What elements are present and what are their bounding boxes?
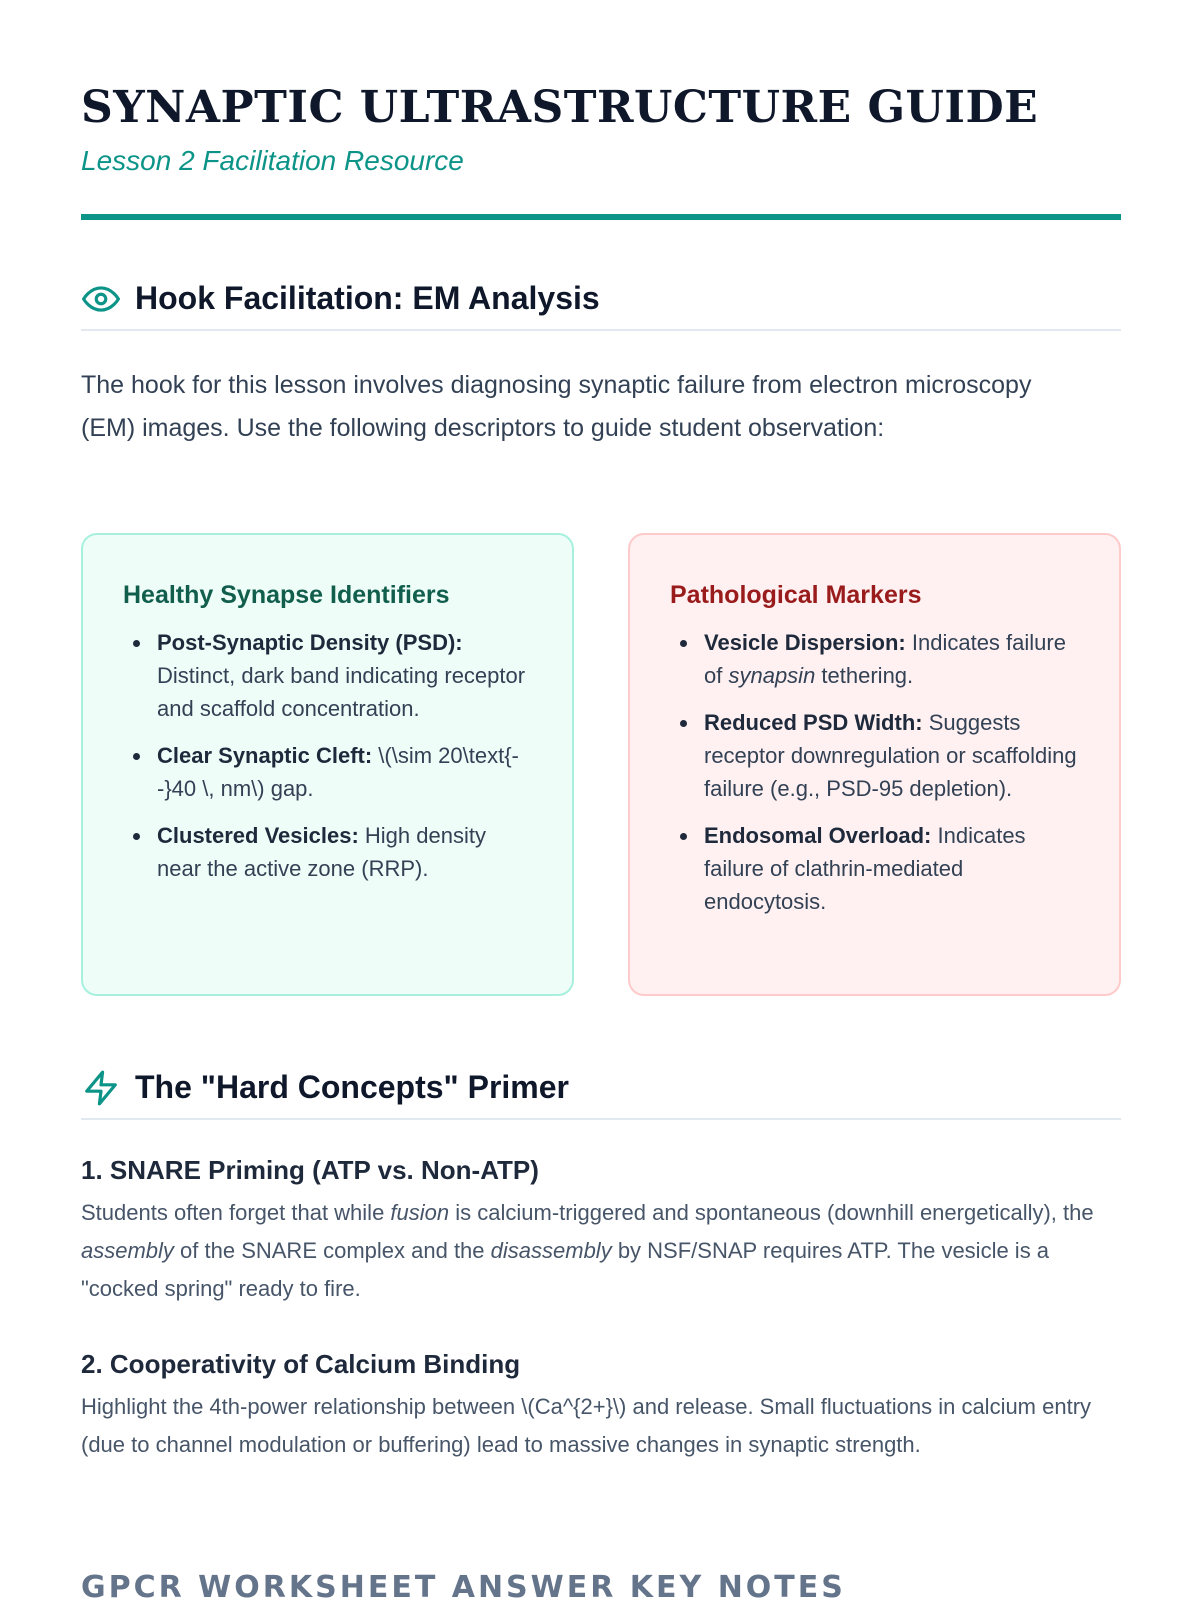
concept-title: 2. Cooperativity of Calcium Binding [81, 1349, 521, 1379]
primer-section-title: The "Hard Concepts" Primer [135, 1069, 569, 1105]
healthy-synapse-card [81, 533, 574, 996]
document-subtitle: Lesson 2 Facilitation Resource [81, 145, 464, 176]
list-item: Clear Synaptic Cleft: \(\sim 20\text{--}40 \, nm\) gap. [123, 739, 532, 805]
list-item: Endosomal Overload: Indicates failure of clathrin-mediated endocytosis. [670, 819, 1079, 918]
eye-icon [81, 279, 121, 319]
gpcr-section-heading: GPCR WORKSHEET ANSWER KEY NOTES [81, 1570, 846, 1600]
list-item: Reduced PSD Width: Suggests receptor downregulation or scaffolding failure (e.g., PSD-95 depletion). [670, 706, 1079, 805]
healthy-list [123, 626, 532, 885]
concept-body: Students often forget that while fusion is calcium-triggered and spontaneous (downhill energetically), the assembly of the SNARE complex and the disassembly by NSF/SNAP requires ATP. The vesicle is a "cocked spring" ready to fire. [81, 1200, 1094, 1301]
primer-section-header [81, 1057, 1121, 1120]
list-item: Post-Synaptic Density (PSD): Distinct, dark band indicating receptor and scaffold concentration. [123, 626, 532, 725]
document-title: SYNAPTIC ULTRASTRUCTURE GUIDE [81, 82, 1039, 133]
concept-title: 1. SNARE Priming (ATP vs. Non-ATP) [81, 1155, 539, 1185]
pathological-markers-card [628, 533, 1121, 996]
hook-section-header [81, 268, 1121, 331]
lightning-icon [81, 1068, 121, 1108]
healthy-card-title: Healthy Synapse Identifiers [123, 581, 450, 609]
concept-body: Highlight the 4th-power relationship between \(Ca^{2+}\) and release. Small fluctuations in calcium entry (due to channel modulation or buffering) lead to massive changes in synaptic strength. [81, 1394, 1092, 1457]
hook-intro: The hook for this lesson involves diagnosing synaptic failure from electron microscopy (EM) images. Use the following descriptors to guide student observation: [81, 371, 1032, 442]
list-item: Vesicle Dispersion: Indicates failure of synapsin tethering. [670, 626, 1079, 692]
list-item: Clustered Vesicles: High density near the active zone (RRP). [123, 819, 532, 885]
concept-calcium-cooperativity [81, 1349, 1121, 1464]
hook-section-title: Hook Facilitation: EM Analysis [135, 280, 600, 316]
title-divider [81, 214, 1121, 220]
pathological-list [670, 626, 1079, 918]
pathological-card-title: Pathological Markers [670, 581, 922, 609]
concept-snare-priming [81, 1155, 1121, 1308]
